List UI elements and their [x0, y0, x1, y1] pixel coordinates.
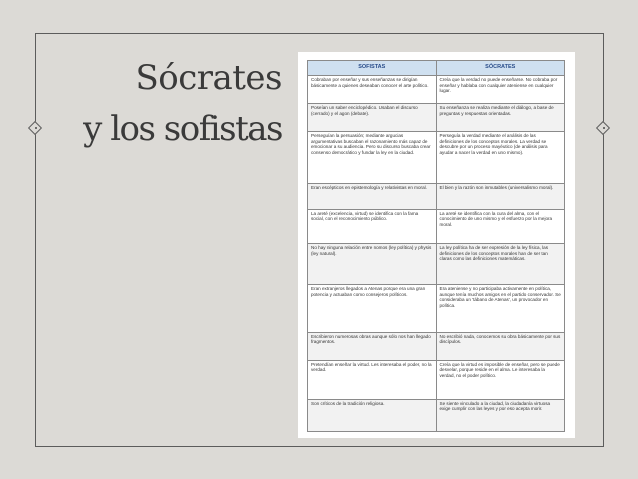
- table-row: [308, 244, 565, 285]
- header-sofistas: SOFISTAS: [308, 61, 437, 76]
- table-cell: Creía que la virtud es imposible de enseñar, pero se puede desvelar, porque reside en el alma. Le interesaba la verdad, no el poder político.: [436, 360, 565, 399]
- left-diamond-dot: [35, 127, 37, 129]
- table-cell: No hay ninguna relación entre nomos (ley política) y physis (ley natural).: [308, 244, 437, 285]
- table-cell: Se siente vinculado a la ciudad, la ciudadanía virtuosa exige cumplir con las leyes y por eso acepta morir.: [436, 399, 565, 431]
- comparison-table: [307, 60, 565, 432]
- table-row: [308, 104, 565, 132]
- table-row: [308, 399, 565, 431]
- table-row: [308, 183, 565, 209]
- table-cell: El bien y la razón son inmutables (universalismo moral).: [436, 183, 565, 209]
- table-cell: Perseguía la verdad mediante el análisis de las definiciones de los conceptos morales. La verdad se descubre por un proceso mayéutico (de análisis para ayudar a nacer la verdad en uno mismo).: [436, 132, 565, 184]
- table-cell: Eran extranjeros llegados a Atenas porque era una gran potencia y actuaban como consejeros políticos.: [308, 285, 437, 332]
- table-header-row: [308, 61, 565, 76]
- table-cell: Creía que la verdad no puede enseñarse. No cobraba por enseñar y hablaba con cualquier ateniense en cualquier lugar.: [436, 76, 565, 104]
- table-cell: La areté (excelencia, virtud) se identifica con la fama social, con el reconocimiento público.: [308, 209, 437, 244]
- table-cell: Era ateniense y no participaba activamente en política, aunque tenía muchos amigos en el partido conservador. Se consideraba un 'tábano de Atenas', un provocador en política.: [436, 285, 565, 332]
- frame-top-border: [35, 33, 603, 34]
- header-socrates: SÓCRATES: [436, 61, 565, 76]
- table-row: [308, 132, 565, 184]
- table-cell: Perseguían la persuasión; mediante argucias argumentativas buscaban el razonamiento más capaz de emocionar a su audiencia. Pero su discurso buscaba crear consenso democrático y fundar la ley en la ciudad.: [308, 132, 437, 184]
- table-row: [308, 76, 565, 104]
- slide-title-line1: Sócrates: [135, 58, 282, 98]
- table-cell: Eran escépticos en epistemología y relativistas en moral.: [308, 183, 437, 209]
- table-row: [308, 332, 565, 360]
- right-diamond-dot: [603, 127, 605, 129]
- table-row: [308, 209, 565, 244]
- comparison-table-image: [298, 52, 575, 438]
- table-cell: Poseían un saber enciclopédico. Usaban el discurso (cerrado) y el agon (debate).: [308, 104, 437, 132]
- table-row: [308, 360, 565, 399]
- table-cell: Escribieron numerosas obras aunque sólo nos han llegado fragmentos.: [308, 332, 437, 360]
- table-cell: Pretendían enseñar la virtud. Les interesaba el poder, no la verdad.: [308, 360, 437, 399]
- table-row: [308, 285, 565, 332]
- table-cell: No escribió nada, conocemos su obra básicamente por sus discípulos.: [436, 332, 565, 360]
- frame-bottom-border: [35, 446, 603, 447]
- table-cell: La areté se identifica con la cura del alma, con el conocimiento de uno mismo y el esfuerzo por la mejora moral.: [436, 209, 565, 244]
- table-cell: Su enseñanza se realiza mediante el diálogo, a base de preguntas y respuestas orientadas.: [436, 104, 565, 132]
- frame-right-border: [603, 33, 604, 447]
- slide-title-line2: y los sofistas: [83, 109, 282, 149]
- table-cell: Son críticos de la tradición religiosa.: [308, 399, 437, 431]
- table-cell: La ley política ha de ser expresión de la ley física, las definiciones de los conceptos morales han de ser tan claras como las definiciones matemáticas.: [436, 244, 565, 285]
- table-cell: Cobraban por enseñar y sus enseñanzas se dirigían básicamente a quienes deseaban conocer el arte político.: [308, 76, 437, 104]
- frame-left-border: [35, 33, 36, 447]
